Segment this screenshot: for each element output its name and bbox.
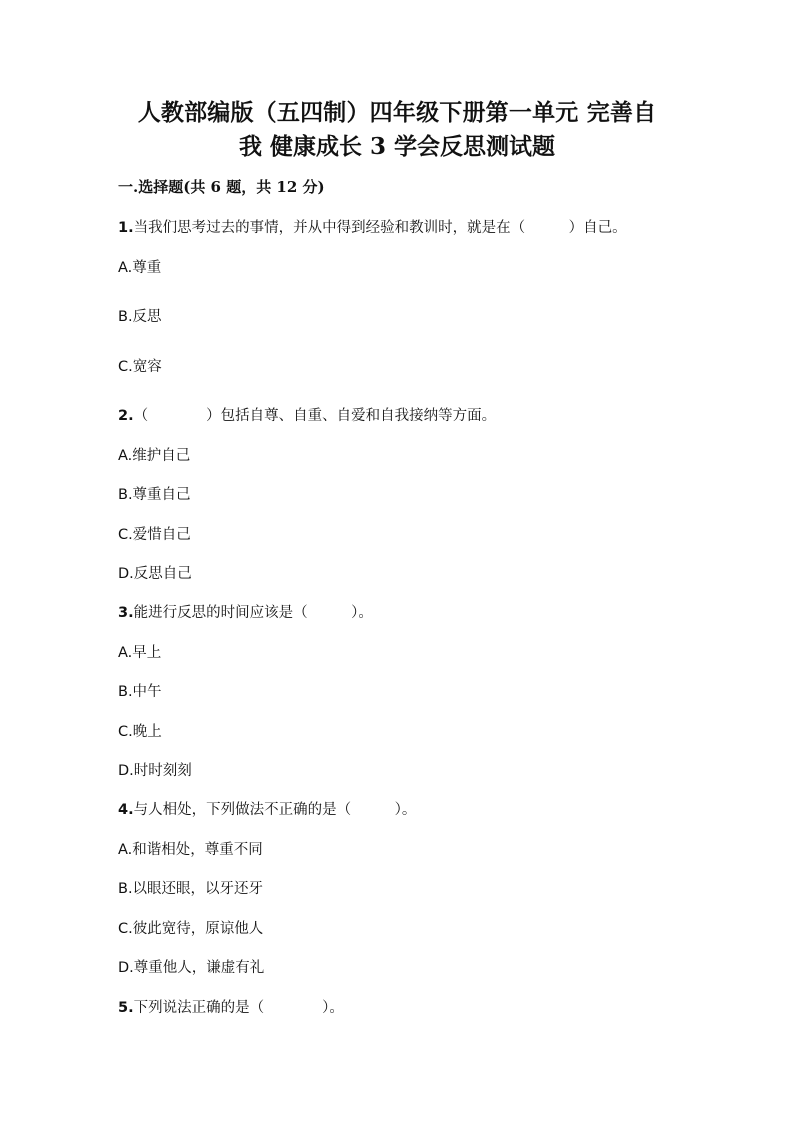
question-3-text: 能进行反思的时间应该是（ ）。 <box>133 605 373 621</box>
question-2 <box>118 405 496 427</box>
question-5-number: 5. <box>118 1000 134 1016</box>
question-5-text: 下列说法正确的是（ ）。 <box>133 1000 344 1016</box>
question-1-number: 1. <box>118 220 134 236</box>
question-1-option-b: B.反思 <box>118 309 162 325</box>
question-1-option-c: C.宽容 <box>118 359 162 375</box>
document-title <box>100 96 694 164</box>
question-4-option-b: B.以眼还眼，以牙还牙 <box>118 881 264 897</box>
question-1-text: 当我们思考过去的事情，并从中得到经验和教训时，就是在（ ）自己。 <box>133 220 627 236</box>
question-3-number: 3. <box>118 605 134 621</box>
question-1 <box>118 217 627 239</box>
question-2-option-d: D.反思自己 <box>118 566 192 582</box>
question-4-option-a: A.和谐相处，尊重不同 <box>118 842 263 858</box>
question-3 <box>118 602 373 624</box>
question-3-option-d: D.时时刻刻 <box>118 763 192 779</box>
question-4-number: 4. <box>118 802 134 818</box>
question-4-option-d: D.尊重他人，谦虚有礼 <box>118 960 265 976</box>
question-3-option-c: C.晚上 <box>118 724 162 740</box>
question-2-option-b: B.尊重自己 <box>118 487 191 503</box>
question-2-option-c: C.爱惜自己 <box>118 527 191 543</box>
question-4-text: 与人相处，下列做法不正确的是（ ）。 <box>133 802 417 818</box>
title-line-1: 人教部编版（五四制）四年级下册第一单元 完善自 <box>137 99 657 126</box>
question-1-option-a: A.尊重 <box>118 260 162 276</box>
question-3-option-a: A.早上 <box>118 645 162 661</box>
question-3-option-b: B.中午 <box>118 684 162 700</box>
question-2-text: （ ）包括自尊、自重、自爱和自我接纳等方面。 <box>133 408 497 424</box>
question-4-option-c: C.彼此宽待，原谅他人 <box>118 921 264 937</box>
question-2-number: 2. <box>118 408 134 424</box>
question-2-option-a: A.维护自己 <box>118 448 191 464</box>
section-heading: 一.选择题(共 6 题，共 12 分) <box>118 178 325 196</box>
question-5 <box>118 997 344 1019</box>
title-line-2: 我 健康成长 3 学会反思测试题 <box>238 133 556 160</box>
question-4 <box>118 799 416 821</box>
